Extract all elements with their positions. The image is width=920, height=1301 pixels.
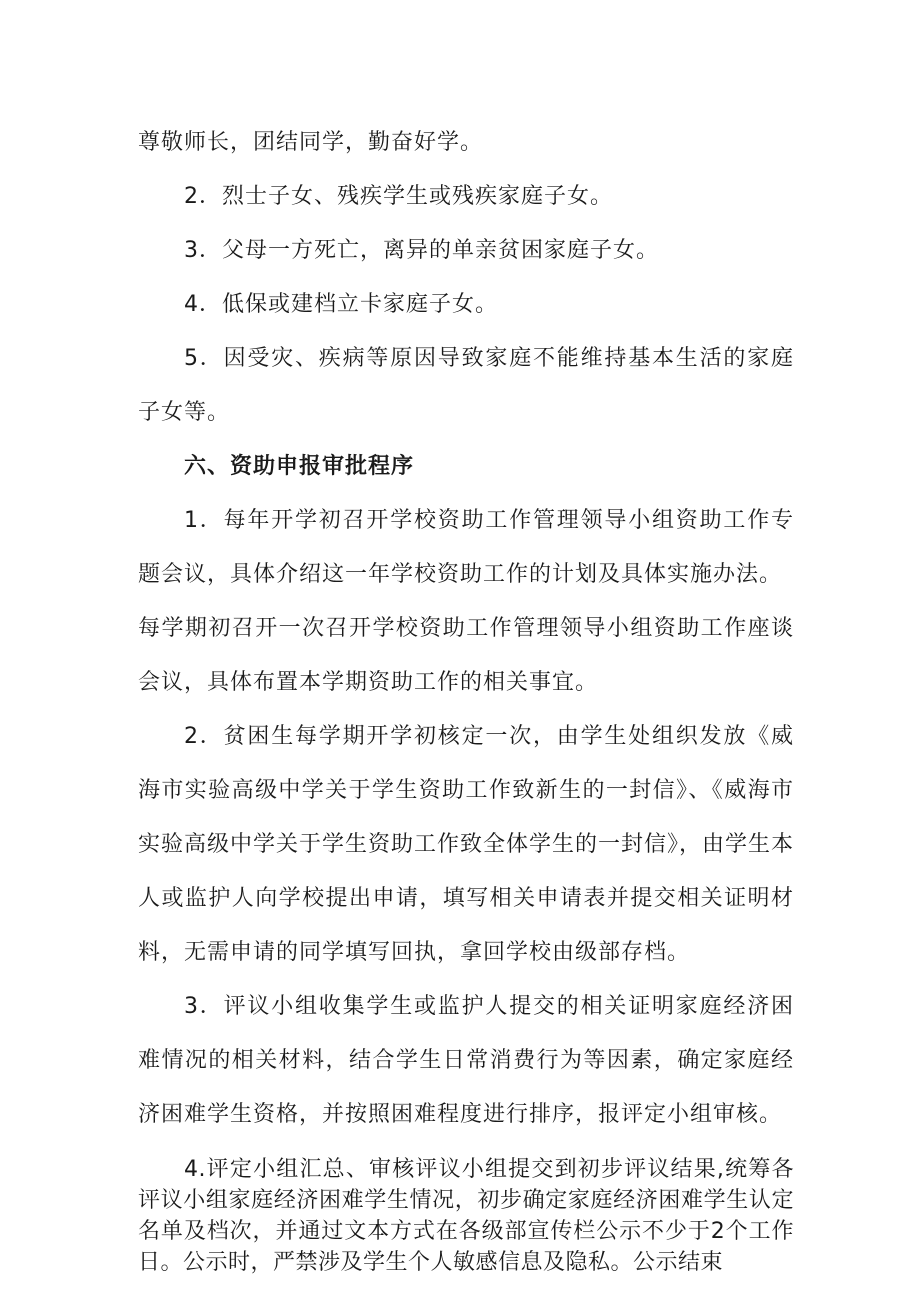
paragraph-item-3: 3．父母一方死亡，离异的单亲贫困家庭子女。: [184, 238, 659, 263]
document-page: [138, 116, 794, 1278]
paragraph-item-5: 5．因受灾、疾病等原因导致家庭不能维持基本生活的家庭子女等。: [138, 346, 794, 425]
paragraph-procedure-2: 2．贫困生每学期开学初核定一次，由学生处组织发放《威海市实验高级中学关于学生资助工作致新生的一封信》、《威海市实验高级中学关于学生资助工作致全体学生的一封信》，由学生本人或监护人向学校提出申请，填写相关申请表并提交相关证明材料，无需申请的同学填写回执，拿回学校由级部存档。: [138, 724, 795, 965]
paragraph-procedure-1-cont: 每学期初召开一次召开学校资助工作管理领导小组资助工作座谈会议，具体布置本学期资助工作的相关事宜。: [138, 616, 794, 695]
paragraph-continuation: 尊敬师长，团结同学，勤奋好学。: [138, 130, 484, 155]
paragraph-procedure-4: 4.评定小组汇总、审核评议小组提交到初步评议结果,统筹各评议小组家庭经济困难学生情况，初步确定家庭经济困难学生认定名单及档次，并通过文本方式在各级部宣传栏公示不少于2个工作日。公示时，严禁涉及学生个人敏感信息及隐私。公示结束: [138, 1157, 794, 1275]
paragraph-procedure-3: 3．评议小组收集学生或监护人提交的相关证明家庭经济困难情况的相关材料，结合学生日常消费行为等因素，确定家庭经济困难学生资格，并按照困难程度进行排序，报评定小组审核。: [138, 994, 794, 1127]
paragraph-item-4: 4．低保或建档立卡家庭子女。: [184, 292, 498, 317]
paragraph-procedure-1: 1．每年开学初召开学校资助工作管理领导小组资助工作专题会议，具体介绍这一年学校资助工作的计划及具体实施办法。: [138, 508, 794, 587]
paragraph-item-2: 2．烈士子女、残疾学生或残疾家庭子女。: [184, 184, 613, 209]
section-heading: 六、资助申报审批程序: [184, 454, 415, 479]
